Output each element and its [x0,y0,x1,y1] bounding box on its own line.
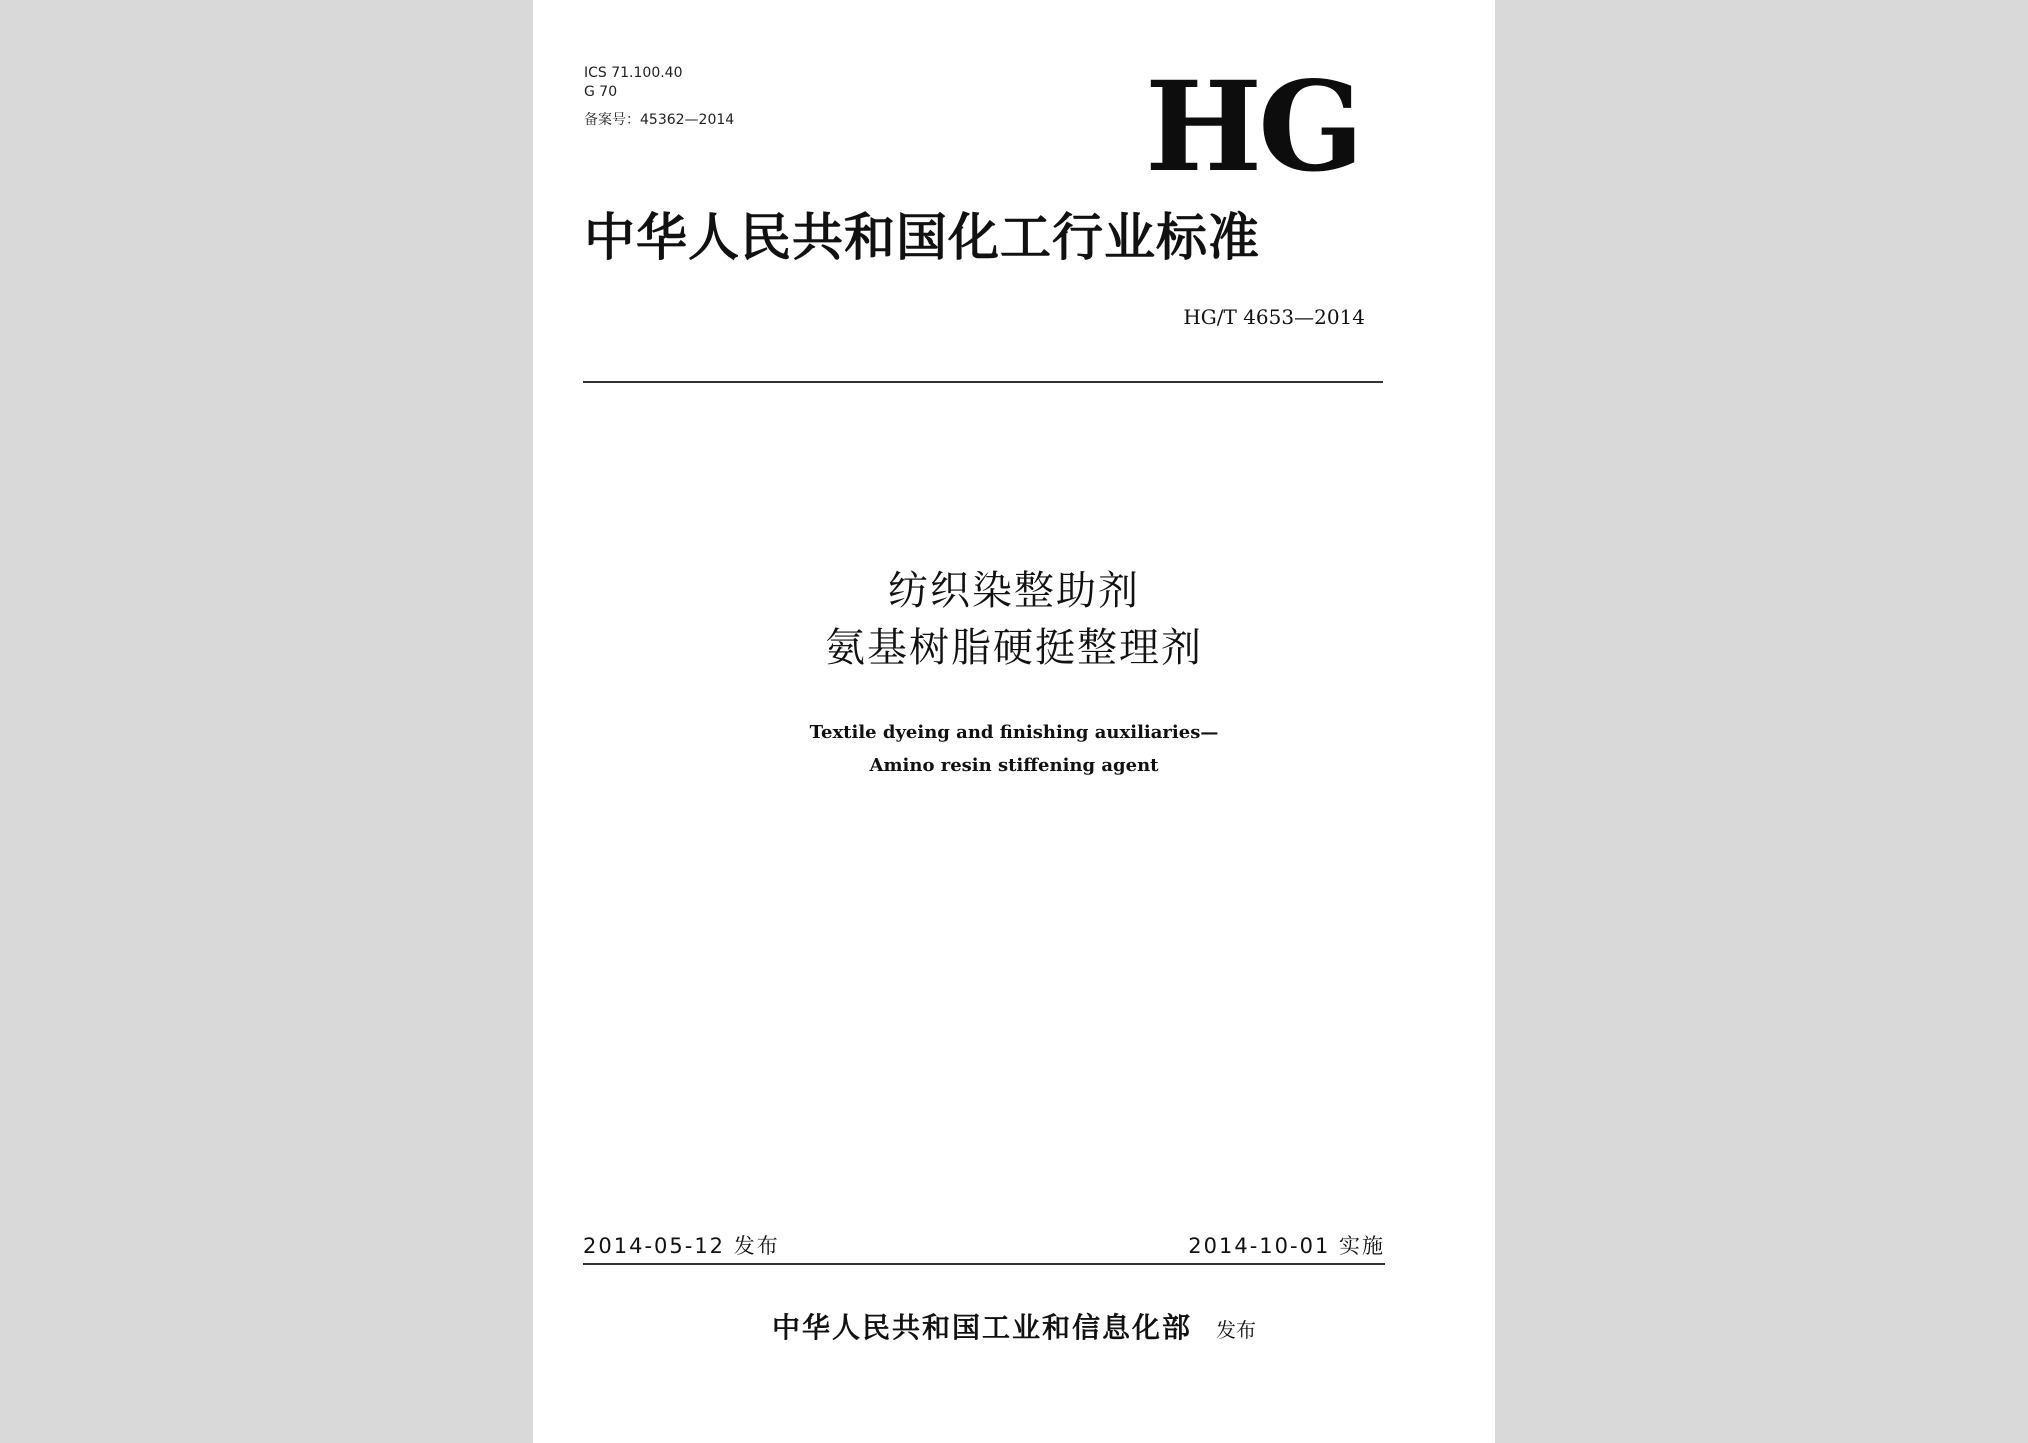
issuer-action: 发布 [1216,1318,1256,1342]
issue-date: 2014-05-12 发布 [583,1234,780,1258]
standard-mark: HG [1145,55,1361,200]
implementation-date: 2014-10-01 实施 [1188,1234,1385,1258]
issuer-line [533,1308,1495,1350]
top-divider [583,381,1383,383]
standard-category-title: 中华人民共和国化工行业标准 [584,208,1261,268]
title-zh-line1: 纺织染整助剂 [888,568,1140,614]
title-en-line1: Textile dyeing and finishing auxiliaries— [809,722,1219,743]
record-number: 备案号：45362—2014 [584,112,735,128]
title-zh-line2: 氨基树脂硬挺整理剂 [825,625,1203,671]
ics-code: ICS 71.100.40 [584,65,683,81]
document-page [533,0,1495,1443]
classification-code: G 70 [584,84,618,100]
issuer-name: 中华人民共和国工业和信息化部 [771,1311,1192,1344]
standard-number: HG/T 4653—2014 [1183,305,1365,329]
bottom-divider [583,1263,1385,1265]
title-en-line2: Amino resin stiffening agent [869,755,1159,776]
